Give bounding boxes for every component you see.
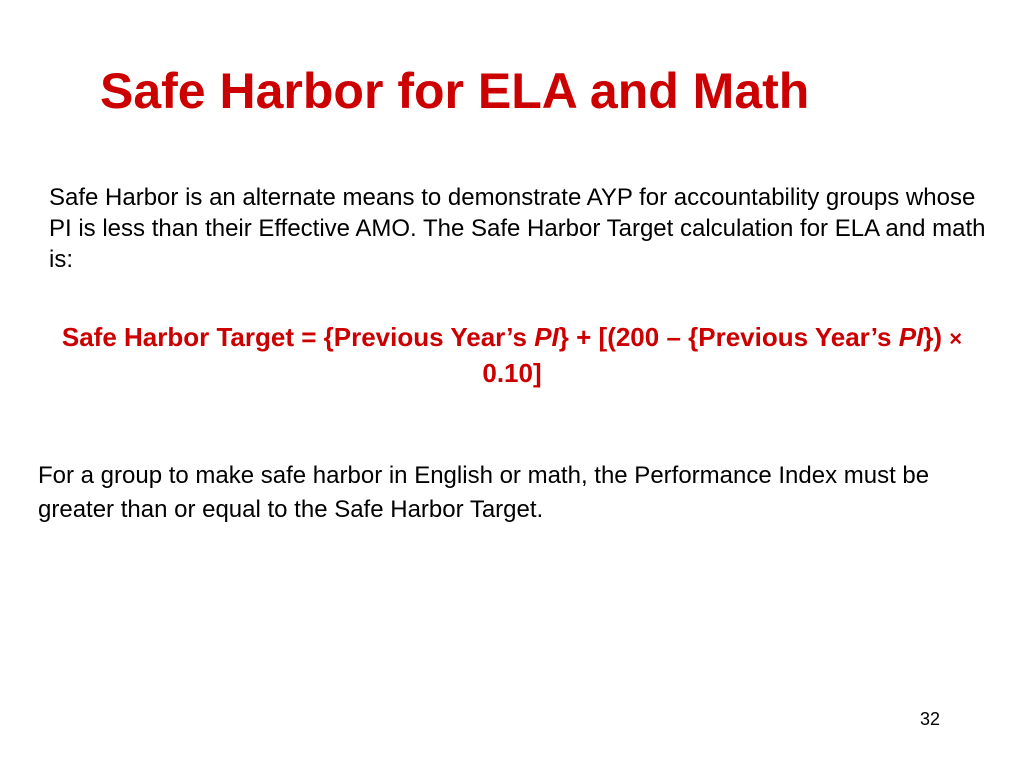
formula-pi-1: PI (534, 322, 559, 352)
safe-harbor-formula (40, 320, 984, 390)
formula-part-1: Safe Harbor Target = {Previous Year’s (61, 322, 535, 352)
formula-part-3: }) (923, 322, 950, 352)
formula-part-2: } + [(200 – {Previous Year’s (558, 322, 899, 352)
formula-pi-2: PI (898, 322, 924, 352)
rule-paragraph: For a group to make safe harbor in English or math, the Performance Index must be greater than or equal to the Safe Harbor Target. (38, 462, 930, 523)
slide-title: Safe Harbor for ELA and Math (100, 63, 810, 119)
page-number: 32 (919, 709, 941, 729)
multiply-symbol: × (949, 326, 963, 351)
intro-paragraph: Safe Harbor is an alternate means to demonstrate AYP for accountability groups whose PI is less than their Effective AMO. The Safe Harbor Target calculation for ELA and math is: (49, 184, 986, 273)
formula-part-4: 0.10] (482, 358, 542, 388)
